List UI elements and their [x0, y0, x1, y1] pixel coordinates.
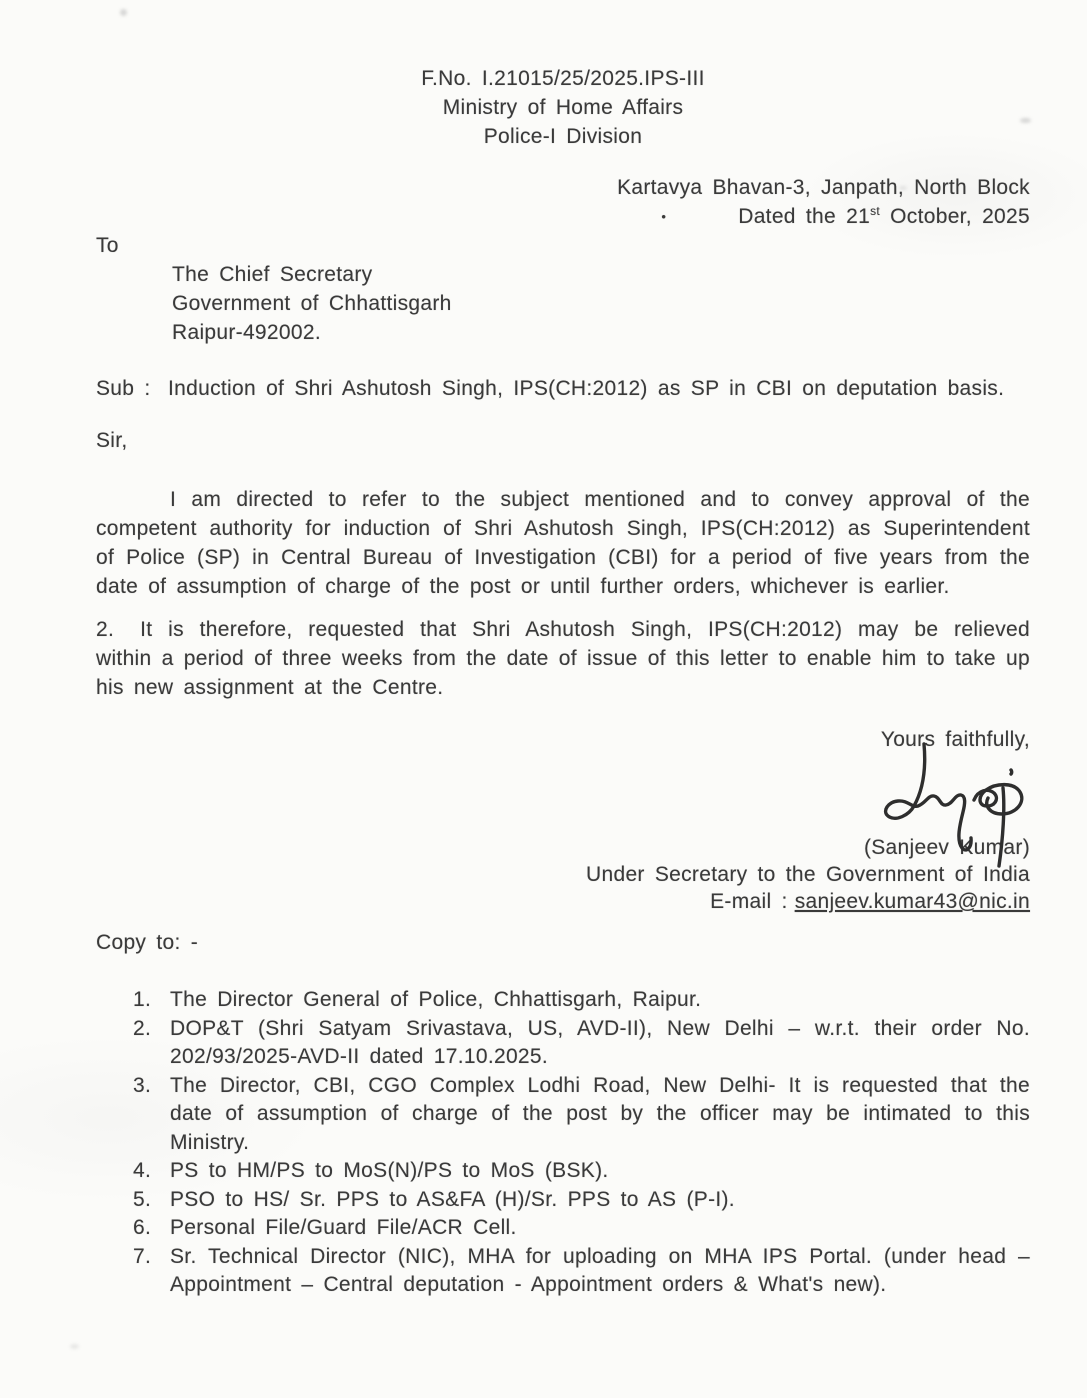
- scan-speck: [70, 1344, 79, 1349]
- copy-to-label: Copy to: -: [96, 931, 199, 954]
- list-item-text: Sr. Technical Director (NIC), MHA for uploading on MHA IPS Portal. (under head – Appointment – Central deputation - Appointment orders & What's new).: [170, 1244, 1030, 1296]
- list-item-text: Personal File/Guard File/ACR Cell.: [170, 1216, 517, 1239]
- signature-dot: [1011, 770, 1012, 774]
- subject-block: [96, 374, 1030, 403]
- email-address: sanjeev.kumar43@nic.in: [794, 890, 1030, 913]
- signature-block: [96, 754, 1030, 915]
- body-paragraph-2-text: It is therefore, requested that Shri Ashutosh Singh, IPS(CH:2012) may be relieved within a period of three weeks from the date of issue of this letter to enable him to take up his new assignment at the Centre.: [96, 618, 1030, 699]
- list-item-text: The Director, CBI, CGO Complex Lodhi Road, New Delhi- It is requested that the date of assumption of charge of the post by the officer may be intimated to this Ministry.: [170, 1073, 1030, 1154]
- recipient-city: Raipur-492002.: [172, 321, 321, 344]
- list-item: [133, 1243, 1030, 1300]
- recipient-name: The Chief Secretary: [172, 263, 373, 286]
- paragraph-number: 2.: [96, 618, 115, 641]
- list-item-text: The Director General of Police, Chhattisgarh, Raipur.: [170, 988, 702, 1011]
- handwritten-signature: [806, 738, 1036, 873]
- copy-list: [133, 986, 1030, 1300]
- signature-stroke: [886, 744, 972, 850]
- date-superscript: st: [870, 204, 881, 218]
- date-text-suffix: October, 2025: [880, 205, 1030, 228]
- date-line: [96, 202, 1030, 231]
- division-name: Police-I Division: [483, 125, 643, 148]
- list-item: [133, 1015, 1030, 1072]
- list-item-number: 1.: [133, 988, 152, 1011]
- signature-stroke: [999, 788, 1004, 866]
- signatory-name: (Sanjeev Kumar): [863, 836, 1030, 859]
- ministry-name: Ministry of Home Affairs: [442, 96, 684, 119]
- dateline-block: [96, 173, 1030, 231]
- list-item-number: 3.: [133, 1073, 152, 1097]
- body-paragraph-1: I am directed to refer to the subject mentioned and to convey approval of the competent authority for induction of Shri Ashutosh Singh, IPS(CH:2012) as Superintendent of Police (SP) in Central Bureau of Investigation (CBI) for a period of five years from the date of assumption of charge of the post or until further orders, whichever is earlier.: [96, 488, 1030, 598]
- email-label: E-mail :: [710, 890, 788, 913]
- recipient-lines: [172, 260, 1030, 347]
- list-item-number: 6.: [133, 1216, 152, 1239]
- closing-phrase: Yours faithfully,: [880, 728, 1030, 751]
- body-paragraph-2: [96, 615, 1030, 702]
- list-item: [133, 1186, 1030, 1215]
- list-item: [133, 1072, 1030, 1158]
- bullet-mark: •: [661, 209, 667, 224]
- letter-header: [96, 64, 1030, 151]
- list-item-number: 4.: [133, 1159, 152, 1182]
- list-item-number: 2.: [133, 1016, 152, 1040]
- scan-speck: [899, 186, 907, 190]
- list-item-text: PS to HM/PS to MoS(N)/PS to MoS (BSK).: [170, 1159, 609, 1182]
- list-item-number: 7.: [133, 1244, 152, 1268]
- scan-speck: [1020, 118, 1031, 123]
- email-line: [96, 888, 1030, 915]
- signatory-title: Under Secretary to the Government of India: [586, 863, 1030, 886]
- salutation: Sir,: [96, 429, 128, 452]
- list-item: [133, 986, 1030, 1015]
- list-item-text: PSO to HS/ Sr. PPS to AS&FA (H)/Sr. PPS to AS (P-I).: [170, 1187, 735, 1211]
- list-item-number: 5.: [133, 1187, 152, 1211]
- recipient-block: [96, 231, 1030, 347]
- office-address: Kartavya Bhavan-3, Janpath, North Block: [617, 176, 1030, 199]
- list-item-text: DOP&T (Shri Satyam Srivastava, US, AVD-II), New Delhi – w.r.t. their order No. 202/93/2025-AVD-II dated 17.10.2025.: [170, 1016, 1030, 1068]
- recipient-org: Government of Chhattisgarh: [172, 292, 452, 315]
- signature-stroke: [974, 785, 1022, 814]
- subject-text: Induction of Shri Ashutosh Singh, IPS(CH:2012) as SP in CBI on deputation basis.: [168, 377, 1005, 400]
- to-label: To: [96, 234, 119, 257]
- date-text: Dated the 21: [738, 205, 871, 228]
- list-item: [133, 1214, 1030, 1243]
- file-number: F.No. I.21015/25/2025.IPS-III: [421, 67, 705, 90]
- scan-speck: [120, 9, 127, 16]
- list-item: [133, 1157, 1030, 1186]
- subject-label: Sub :: [96, 377, 151, 400]
